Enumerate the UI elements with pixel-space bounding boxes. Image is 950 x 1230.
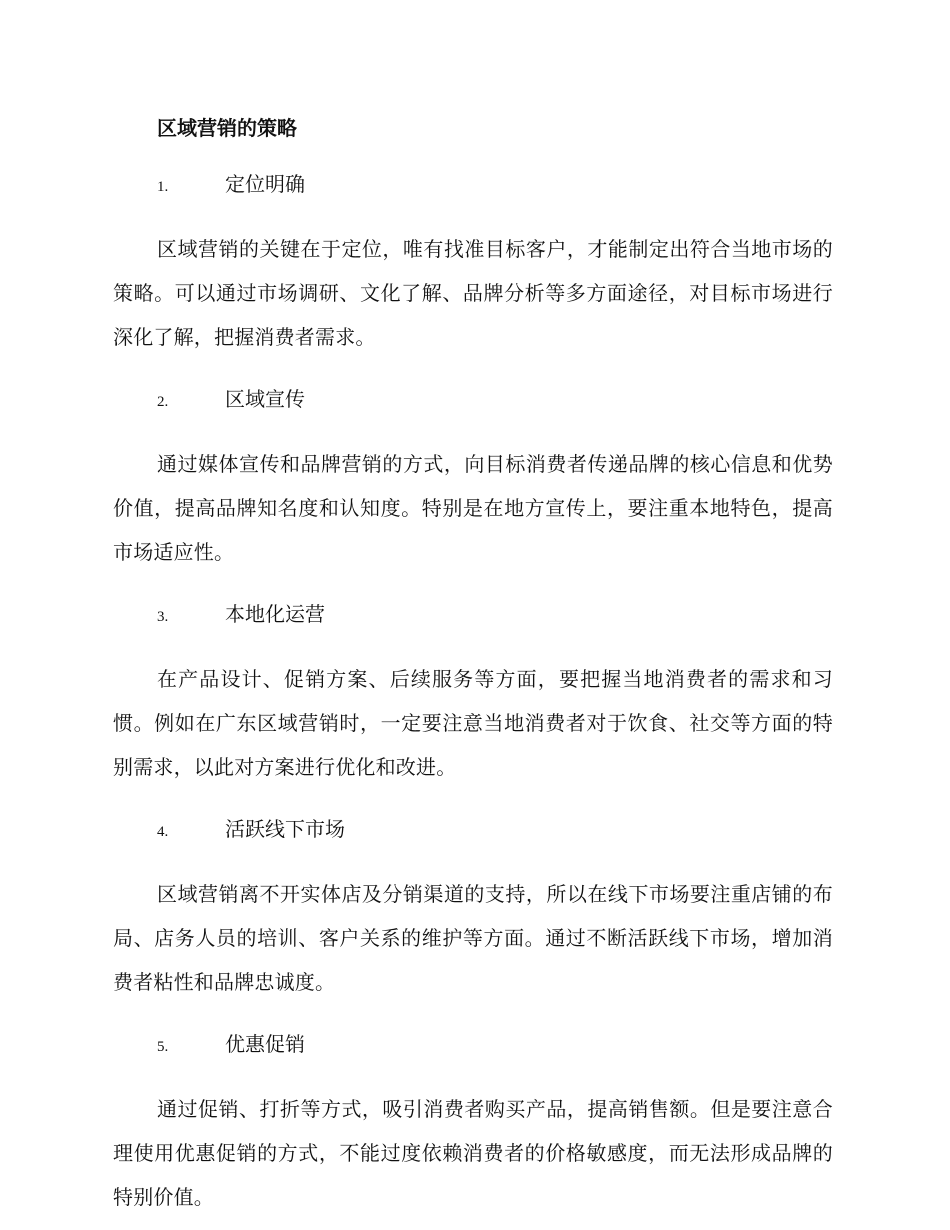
section-heading-5 — [113, 1028, 833, 1063]
section-heading-2 — [113, 383, 833, 418]
section-title: 本地化运营 — [225, 602, 325, 626]
section-title: 优惠促销 — [225, 1032, 305, 1056]
section-heading-3 — [113, 598, 833, 633]
section-number: 1. — [157, 179, 169, 195]
section-title: 活跃线下市场 — [225, 817, 345, 841]
section-number: 2. — [157, 394, 169, 410]
document-content — [113, 112, 833, 1219]
section-heading-1 — [113, 168, 833, 203]
section-number: 4. — [157, 824, 169, 840]
section-heading-4 — [113, 813, 833, 848]
section-title: 定位明确 — [225, 172, 305, 196]
section-number: 3. — [157, 609, 169, 625]
section-title: 区域宣传 — [225, 387, 305, 411]
section-paragraph-4: 区域营销离不开实体店及分销渠道的支持，所以在线下市场要注重店铺的布局、店务人员的培训、客户关系的维护等方面。通过不断活跃线下市场，增加消费者粘性和品牌忠诚度。 — [113, 882, 833, 994]
section-number: 5. — [157, 1039, 169, 1055]
document-title: 区域营销的策略 — [157, 116, 297, 140]
section-paragraph-1: 区域营销的关键在于定位，唯有找准目标客户，才能制定出符合当地市场的策略。可以通过市场调研、文化了解、品牌分析等多方面途径，对目标市场进行深化了解，把握消费者需求。 — [113, 237, 833, 349]
section-paragraph-5: 通过促销、打折等方式，吸引消费者购买产品，提高销售额。但是要注意合理使用优惠促销的方式，不能过度依赖消费者的价格敏感度，而无法形成品牌的特别价值。 — [113, 1097, 833, 1209]
section-paragraph-3: 在产品设计、促销方案、后续服务等方面，要把握当地消费者的需求和习惯。例如在广东区域营销时，一定要注意当地消费者对于饮食、社交等方面的特别需求，以此对方案进行优化和改进。 — [113, 667, 833, 779]
section-paragraph-2: 通过媒体宣传和品牌营销的方式，向目标消费者传递品牌的核心信息和优势价值，提高品牌知名度和认知度。特别是在地方宣传上，要注重本地特色，提高市场适应性。 — [113, 452, 833, 564]
